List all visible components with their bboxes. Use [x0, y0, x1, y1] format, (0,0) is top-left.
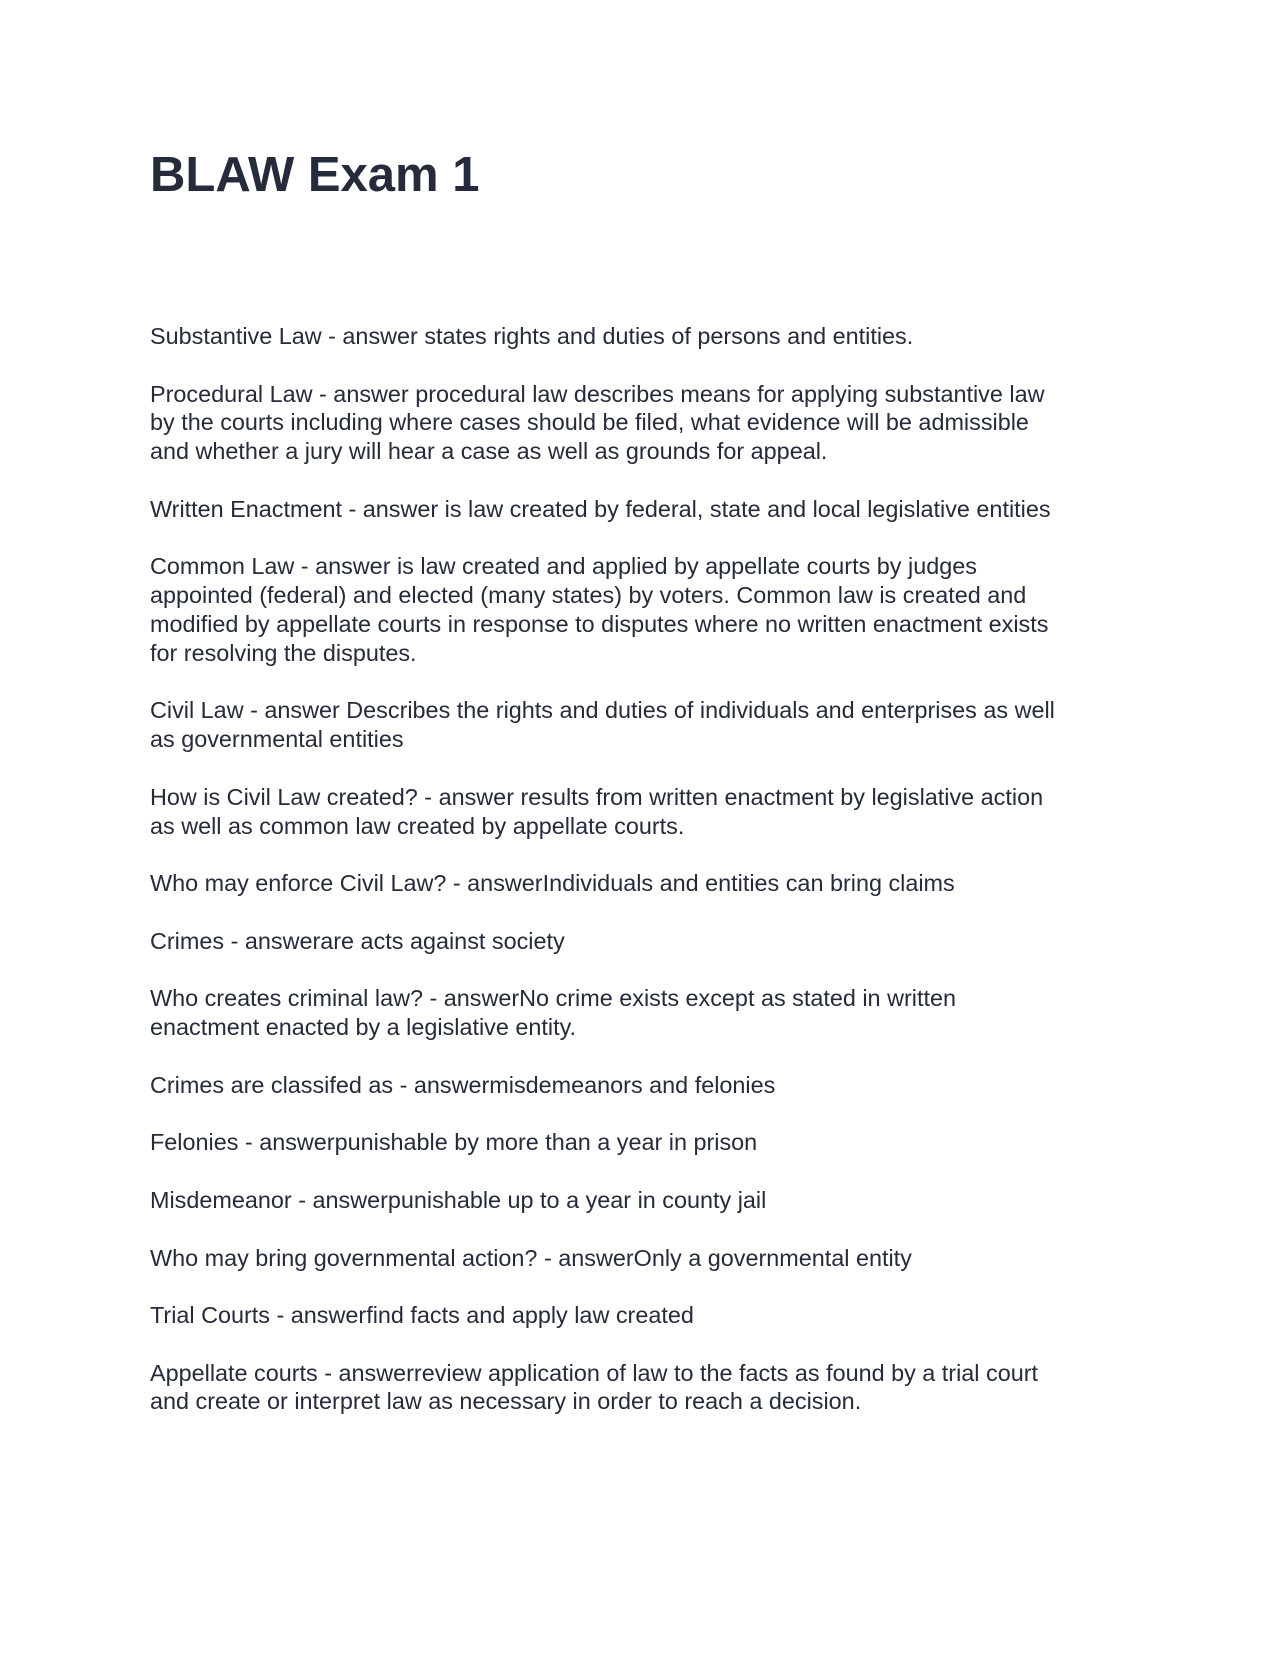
flashcard-entry: Common Law - answer is law created and applied by appellate courts by judges appointed (federal) and elected (many states) by voters. Common law is created and modified by appellate courts in response to disputes where no written enactment exists for resolving the disputes.: [150, 553, 1049, 666]
flashcard-entry: Who may enforce Civil Law? - answerIndividuals and entities can bring claims: [150, 870, 955, 897]
flashcard-entry: Civil Law - answer Describes the rights and duties of individuals and enterprises as well as governmental entities: [150, 697, 1055, 753]
flashcard-entry: Substantive Law - answer states rights and duties of persons and entities.: [150, 323, 914, 349]
flashcard-entry: Written Enactment - answer is law created by federal, state and local legislative entities: [150, 495, 1051, 522]
flashcard-entry: Crimes are classifed as - answermisdemeanors and felonies: [150, 1071, 776, 1098]
flashcard-entry: Trial Courts - answerfind facts and apply law created: [150, 1302, 694, 1329]
flashcard-entry: Felonies - answerpunishable by more than a year in prison: [150, 1129, 758, 1156]
document-title: BLAW Exam 1: [150, 148, 480, 202]
flashcard-entry: Who may bring governmental action? - answerOnly a governmental entity: [150, 1244, 912, 1271]
flashcard-list: [150, 322, 1130, 1445]
flashcard-entry: Procedural Law - answer procedural law describes means for applying substantive law by the courts including where cases should be filed, what evidence will be admissible and whether a jury will hear a case as well as grounds for appeal.: [150, 380, 1045, 465]
flashcard-entry: How is Civil Law created? - answer results from written enactment by legislative action as well as common law created by appellate courts.: [150, 783, 1044, 839]
flashcard-entry: Appellate courts - answerreview application of law to the facts as found by a trial court and create or interpret law as necessary in order to reach a decision.: [150, 1359, 1038, 1415]
flashcard-entry: Crimes - answerare acts against society: [150, 927, 565, 954]
flashcard-entry: Misdemeanor - answerpunishable up to a year in county jail: [150, 1186, 767, 1213]
flashcard-entry: Who creates criminal law? - answerNo crime exists except as stated in written enactment enacted by a legislative entity.: [150, 985, 956, 1041]
